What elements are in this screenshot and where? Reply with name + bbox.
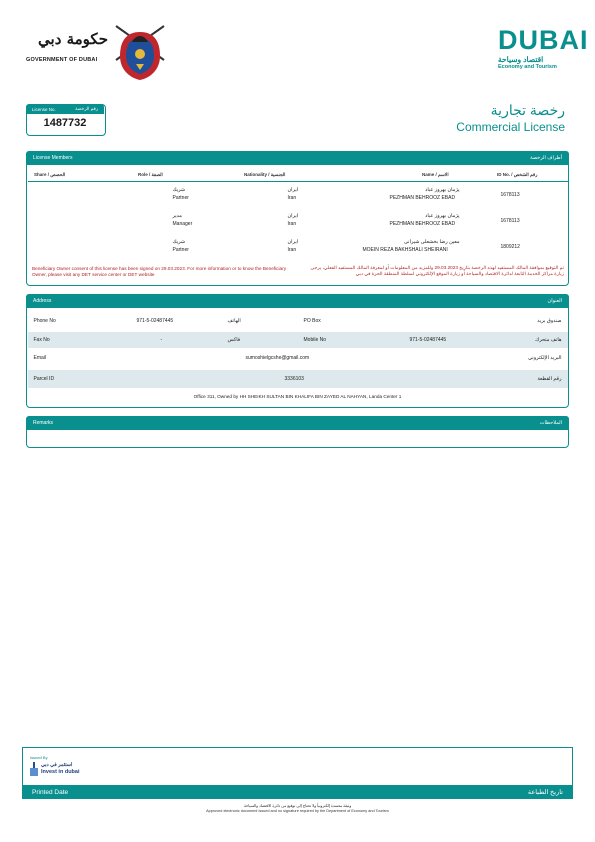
table-row bbox=[28, 185, 568, 207]
member-nationality-arabic: ايران bbox=[287, 213, 299, 219]
member-role: Partner bbox=[172, 195, 189, 201]
mobile-label-arabic: هاتف متحرك bbox=[535, 337, 562, 343]
po-box-label: PO Box bbox=[303, 318, 321, 324]
address-header bbox=[26, 294, 569, 308]
member-name: PEZHMAN BEHROOZ EBAD bbox=[389, 195, 456, 201]
address-panel bbox=[26, 294, 569, 408]
member-name-arabic: معين رضا بخشعلى شيرانى bbox=[404, 239, 460, 245]
column-header-id: ID No. / رقم الشخص bbox=[497, 172, 538, 177]
column-header-share: Share / الحصص bbox=[34, 172, 66, 177]
fax-label: Fax No bbox=[33, 337, 50, 343]
government-name-arabic: حكومة دبي bbox=[38, 30, 108, 48]
issued-by-label: Issued By bbox=[30, 755, 48, 760]
address-row-fax bbox=[28, 332, 568, 348]
members-header-divider bbox=[28, 181, 568, 182]
member-nationality-arabic: ايران bbox=[287, 239, 299, 245]
printed-date-bar bbox=[22, 785, 573, 799]
printed-date-label-arabic: تاريخ الطباعة bbox=[527, 789, 563, 796]
remarks-heading-english: Remarks bbox=[33, 420, 54, 426]
government-name-english: GOVERNMENT OF DUBAI bbox=[26, 57, 98, 63]
parcel-id-label: Parcel ID bbox=[33, 376, 55, 382]
dubai-emblem-icon bbox=[110, 20, 170, 84]
footer-note-arabic: وثيقة معتمدة إلكترونياً ولا تحتاج إلى توقيع من دائرة الاقتصاد والسياحة bbox=[243, 804, 352, 808]
license-label-arabic: رقم الرخصة bbox=[75, 106, 98, 111]
beneficiary-owner-note-english: Beneficiary Owner consent of this license has been signed on 29.03.2023. For more information or to know the Beneficiary Owner, please visit any DET service center or DET website bbox=[32, 266, 287, 277]
remarks-heading-arabic: الملاحظات bbox=[539, 420, 562, 426]
po-box-label-arabic: صندوق بريد bbox=[537, 318, 562, 324]
member-role-arabic: شريك bbox=[172, 239, 186, 245]
footer-note-english: Approved electronic document issued and no signature required by the Department of Economy and Tourism bbox=[206, 809, 389, 813]
printed-date-label: Printed Date bbox=[32, 788, 69, 796]
fax-value: - bbox=[160, 337, 163, 343]
member-role: Manager bbox=[172, 221, 193, 227]
fax-label-arabic: فاكس bbox=[227, 337, 241, 343]
invest-in-dubai-logo-icon bbox=[29, 762, 39, 776]
dubai-wordmark: DUBAI bbox=[498, 25, 589, 55]
email-value: sumoshielgcshe@gmail.com bbox=[245, 355, 310, 361]
phone-label-arabic: الهاتف bbox=[227, 318, 241, 324]
address-row-parcel bbox=[28, 370, 568, 388]
member-name-arabic: پژمان بهروز عباد bbox=[425, 187, 460, 193]
license-number: 1487732 bbox=[43, 117, 87, 129]
member-name-arabic: پژمان بهروز عباد bbox=[425, 213, 460, 219]
member-role-arabic: مدير bbox=[172, 213, 182, 219]
office-address-line: Office 311, Owned by HH SHEIKH SULTAN BIN KHALIFA BIN ZAYED AL NAHYAN, Landa Center 1 bbox=[193, 394, 402, 399]
column-header-name: Name / الاسم bbox=[422, 172, 449, 177]
member-nationality: Iran bbox=[287, 195, 297, 201]
member-nationality: Iran bbox=[287, 247, 297, 253]
members-heading-arabic: أطراف الرخصة bbox=[530, 155, 562, 161]
remarks-header bbox=[26, 416, 569, 430]
column-header-role: Role / الصفة bbox=[138, 172, 163, 177]
document-title-english: Commercial License bbox=[456, 120, 565, 134]
dubai-logo-english: Economy and Tourism bbox=[498, 64, 557, 70]
column-header-nationality: Nationality / الجنسية bbox=[244, 172, 286, 177]
email-label: Email bbox=[33, 355, 47, 361]
mobile-value: 971-5-02487445 bbox=[409, 337, 447, 343]
address-heading-arabic: العنوان bbox=[547, 298, 562, 304]
member-nationality-arabic: ايران bbox=[287, 187, 299, 193]
member-role-arabic: شريك bbox=[172, 187, 186, 193]
invest-in-dubai-arabic: استثمر في دبي bbox=[41, 762, 73, 768]
document-title-arabic: رخصة تجارية bbox=[490, 102, 565, 118]
license-members-header bbox=[26, 151, 569, 165]
invest-in-dubai-english: Invest in dubai bbox=[41, 769, 80, 775]
dubai-economy-tourism-logo bbox=[498, 25, 589, 70]
license-number-label bbox=[26, 104, 104, 114]
phone-label: Phone No bbox=[33, 318, 56, 324]
member-id: 1809212 bbox=[500, 244, 520, 250]
beneficiary-owner-note-arabic: تم التوقيع بموافقة المالك المستفيد لهذه الرخصة بتاريخ 29.03.2023 وللمزيد من المعلومات أو لمعرفة المالك المستفيد الفعلي، يرجى زيارة مراكز الخدمة التابعة لدائرة الاقتصاد والسياحة أو زيارة الموقع الإلكتروني لسلطة المنطقة الحرة في دبي bbox=[310, 265, 564, 276]
table-row bbox=[28, 211, 568, 233]
table-row bbox=[28, 237, 568, 259]
members-heading-english: License Members bbox=[33, 155, 73, 161]
member-name: MOEIN REZA BAKHSHALI SHEIRANI bbox=[362, 247, 448, 253]
member-name: PEZHMAN BEHROOZ EBAD bbox=[389, 221, 456, 227]
email-label-arabic: البريد الإلكتروني bbox=[528, 355, 562, 361]
parcel-id-label-arabic: رقم القطعة bbox=[537, 376, 562, 382]
member-id: 1678113 bbox=[500, 218, 520, 224]
license-label-english: License No. bbox=[32, 106, 56, 112]
parcel-id-value: 3336103 bbox=[284, 376, 304, 382]
address-row-email bbox=[28, 352, 568, 366]
member-role: Partner bbox=[172, 247, 189, 253]
address-row-phone bbox=[28, 314, 568, 328]
phone-value: 971-5-02487445 bbox=[136, 318, 174, 324]
address-heading-english: Address bbox=[33, 298, 52, 304]
mobile-label: Mobile No bbox=[303, 337, 327, 343]
member-id: 1678113 bbox=[500, 192, 520, 198]
member-nationality: Iran bbox=[287, 221, 297, 227]
dubai-logo-arabic: اقتصاد وسياحة bbox=[498, 55, 544, 64]
